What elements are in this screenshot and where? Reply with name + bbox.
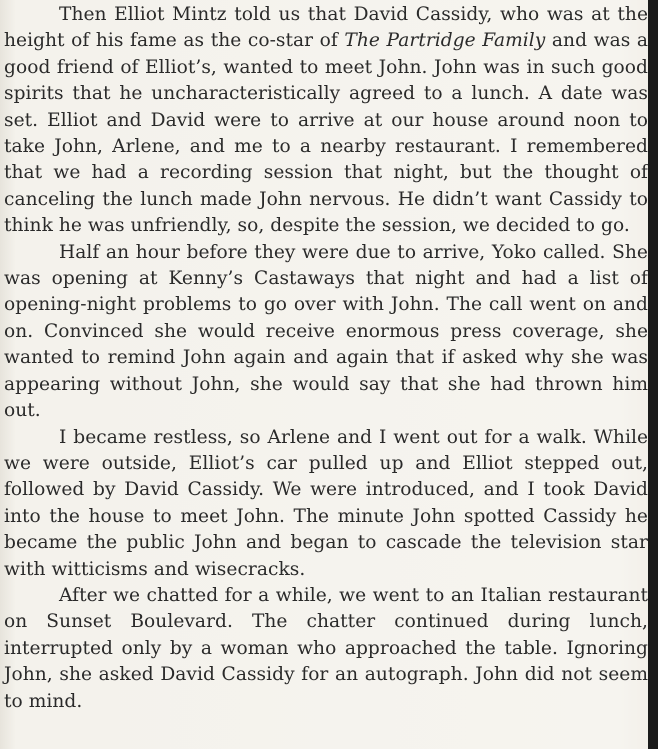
- paragraph-1-before: Then Elliot Mintz told us that David Cassidy, who was at the height of his fame as the co-star of: [4, 4, 648, 52]
- scan-edge-shadow: [648, 0, 658, 749]
- paragraph-4: After we chatted for a while, we went to an Italian restaurant on Sunset Boulevard. The chatter continued during lunch, interrupted only by a woman who approached the table. Ignoring John, she asked David Cassidy for an autograph. John did not seem to mind.: [4, 584, 648, 712]
- show-title: The Partridge Family: [344, 30, 546, 52]
- paragraph-3: I became restless, so Arlene and I went out for a walk. While we were outside, Elliot’s car pulled up and Elliot stepped out, followed by David Cassidy. We were introduced, and I took David into the house to meet John. The minute John spotted Cassidy he became the public John and began to cascade the television star with witticisms and wisecracks.: [4, 426, 648, 580]
- paragraph-2: Half an hour before they were due to arrive, Yoko called. She was opening at Kenny’s Castaways that night and had a list of opening-night problems to go over with John. The call went on and on. Convinced she would receive enormous press coverage, she wanted to remind John again and again that if asked why she was appearing without John, she would say that she had thrown him out.: [4, 241, 648, 422]
- paragraph-1: [4, 2, 648, 240]
- body-text: [4, 2, 648, 715]
- paragraph-1-after: and was a good friend of Elliot’s, wanted to meet John. John was in such good spirits that he uncharacteristically agreed to a lunch. A date was set. Elliot and David were to arrive at our house around noon to take John, Arlene, and me to a nearby restaurant. I remembered that we had a recording session that night, but the thought of canceling the lunch made John nervous. He didn’t want Cassidy to think he was unfriendly, so, despite the session, we decided to go.: [4, 30, 648, 237]
